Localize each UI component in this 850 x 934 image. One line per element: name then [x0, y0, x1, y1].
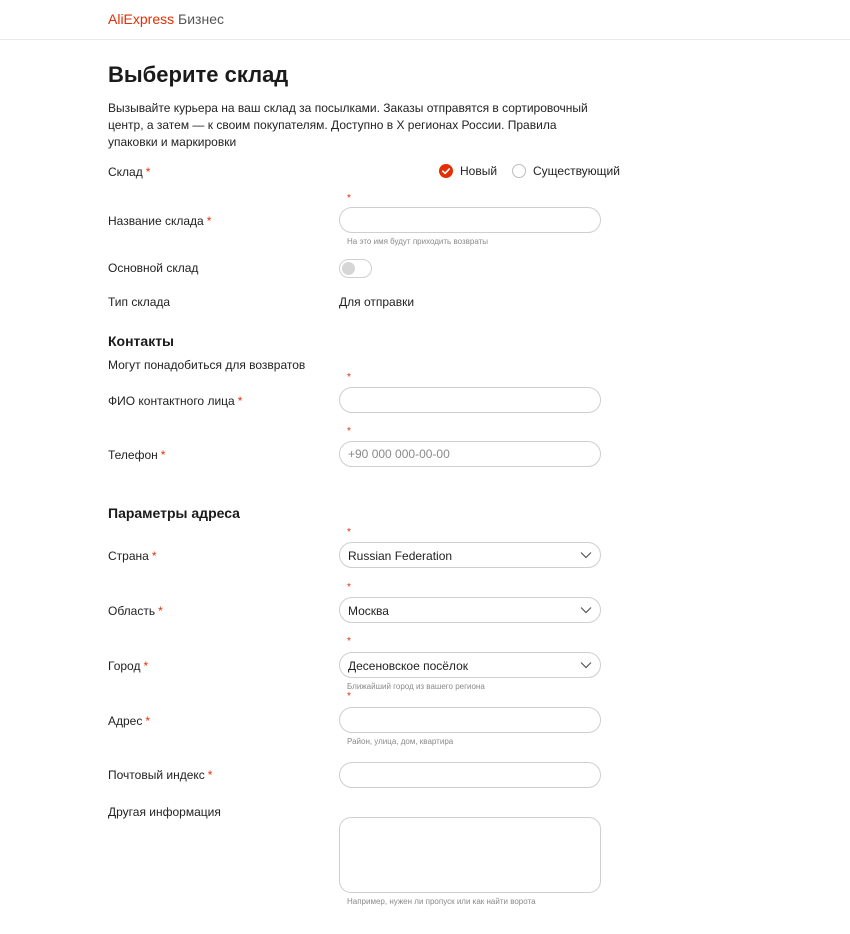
country-select-value: Russian Federation	[348, 549, 453, 563]
main-warehouse-toggle[interactable]	[339, 259, 372, 278]
warehouse-type-value: Для отправки	[339, 295, 415, 309]
postal-label-text: Почтовый индекс	[108, 768, 205, 782]
postal-input[interactable]	[339, 762, 601, 788]
warehouse-name-hint: На это имя будут приходить возвраты	[347, 237, 489, 246]
required-star: *	[347, 582, 351, 593]
street-input[interactable]	[339, 707, 601, 733]
other-info-label: Другая информация	[108, 805, 221, 819]
city-select[interactable]	[339, 652, 601, 678]
region-select[interactable]	[339, 597, 601, 623]
contact-name-input[interactable]	[339, 387, 601, 413]
contacts-subtitle: Могут понадобиться для возвратов	[108, 358, 306, 372]
street-hint: Район, улица, дом, квартира	[347, 737, 454, 746]
required-mark: *	[158, 604, 163, 618]
contacts-heading: Контакты	[108, 333, 175, 349]
city-select-value: Десеновское посёлок	[348, 659, 468, 673]
required-star: *	[347, 426, 351, 437]
page-title: Выберите склад	[108, 62, 289, 87]
other-info-hint: Например, нужен ли пропуск или как найти ворота	[347, 897, 536, 906]
street-label	[108, 714, 150, 728]
country-select[interactable]	[339, 542, 601, 568]
toggle-knob	[342, 262, 355, 275]
warehouse-name-label	[108, 214, 211, 228]
postal-label	[108, 768, 212, 782]
phone-label-text: Телефон	[108, 448, 158, 462]
warehouse-label	[108, 165, 150, 179]
warehouse-label-text: Склад	[108, 165, 143, 179]
logo-brand: AliExpress	[108, 11, 175, 27]
logo[interactable]	[108, 11, 224, 27]
chevron-down-icon	[580, 661, 592, 669]
street-label-text: Адрес	[108, 714, 143, 728]
city-label-text: Город	[108, 659, 141, 673]
contact-name-label	[108, 394, 242, 408]
required-mark: *	[145, 714, 151, 728]
required-mark: *	[145, 165, 151, 179]
city-hint: Ближайший город из вашего региона	[347, 682, 485, 691]
intro-text: Вызывайте курьера на ваш склад за посылками. Заказы отправятся в сортировочный центр, а затем — к своим покупателям. Доступно в X регионах России. Правила упаковки и маркировки	[108, 101, 588, 149]
radio-new-label: Новый	[460, 164, 498, 178]
phone-input[interactable]	[339, 441, 601, 467]
chevron-down-icon	[580, 551, 592, 559]
required-mark: *	[207, 768, 213, 782]
radio-new[interactable]	[439, 164, 497, 178]
other-info-textarea[interactable]	[339, 817, 601, 893]
country-label-text: Страна	[108, 549, 149, 563]
required-star: *	[347, 691, 351, 702]
region-select-value: Москва	[348, 604, 389, 618]
required-star: *	[347, 527, 351, 538]
required-mark: *	[151, 549, 157, 563]
required-mark: *	[143, 659, 149, 673]
main-warehouse-label: Основной склад	[108, 261, 199, 275]
required-star: *	[347, 372, 351, 383]
country-label	[108, 549, 156, 563]
contact-name-label-text: ФИО контактного лица	[108, 394, 235, 408]
chevron-down-icon	[580, 606, 592, 614]
region-label	[108, 604, 163, 618]
warehouse-type-label: Тип склада	[108, 295, 171, 309]
required-mark: *	[160, 448, 166, 462]
warehouse-name-input[interactable]	[339, 207, 601, 233]
radio-existing[interactable]	[512, 164, 620, 178]
required-star: *	[347, 193, 351, 204]
required-mark: *	[206, 214, 212, 228]
phone-label	[108, 448, 165, 462]
city-label	[108, 659, 148, 673]
region-label-text: Область	[108, 604, 156, 618]
radio-checked-icon[interactable]	[439, 164, 453, 178]
address-heading: Параметры адреса	[108, 505, 240, 521]
required-star: *	[347, 636, 351, 647]
required-mark: *	[237, 394, 243, 408]
radio-unchecked-icon[interactable]	[512, 164, 526, 178]
top-bar	[0, 0, 850, 40]
radio-existing-label: Существующий	[533, 164, 620, 178]
logo-suffix: Бизнес	[178, 11, 224, 27]
warehouse-name-label-text: Название склада	[108, 214, 204, 228]
